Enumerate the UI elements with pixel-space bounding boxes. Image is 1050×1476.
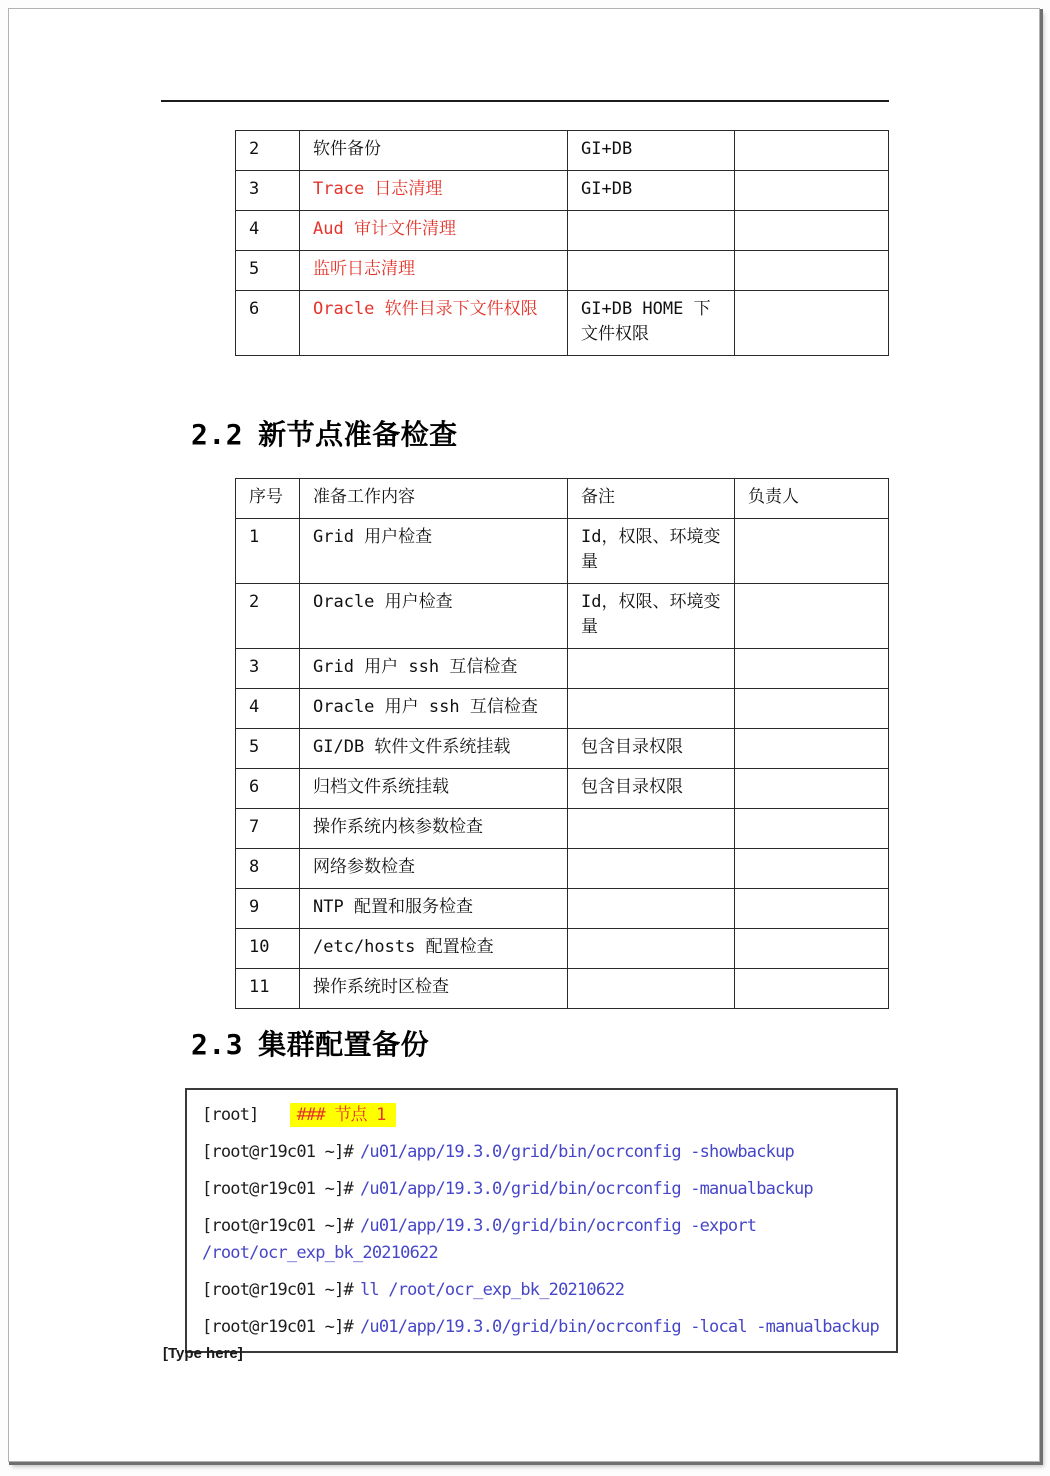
terminal-line — [202, 1277, 881, 1304]
table-row — [236, 649, 889, 689]
terminal-command: ll /root/ocr_exp_bk_20210622 — [359, 1280, 625, 1300]
terminal-line-header — [202, 1102, 881, 1129]
table-row — [236, 769, 889, 809]
terminal-line — [202, 1213, 881, 1267]
document-page — [8, 8, 1040, 1462]
terminal-prompt: [root@r19c01 ~]# — [202, 1216, 353, 1236]
owner-cell — [735, 929, 889, 969]
content-cell: 监听日志清理 — [300, 251, 568, 291]
terminal-command: /u01/app/19.3.0/grid/bin/ocrconfig -local -manualbackup — [359, 1317, 879, 1337]
terminal-line — [202, 1314, 881, 1341]
header-cell-index: 序号 — [236, 479, 300, 519]
content-cell: Trace 日志清理 — [300, 171, 568, 211]
row-number-cell: 3 — [236, 171, 300, 211]
terminal-line — [202, 1139, 881, 1166]
section-number: 2.2 — [191, 418, 244, 451]
table-row — [236, 211, 889, 251]
table-row — [236, 519, 889, 584]
section-heading-2-3 — [191, 1023, 429, 1063]
content-cell: Oracle 用户 ssh 互信检查 — [300, 689, 568, 729]
row-number-cell: 4 — [236, 689, 300, 729]
note-cell: Id，权限、环境变量 — [568, 519, 735, 584]
row-number-cell: 5 — [236, 729, 300, 769]
note-cell — [568, 251, 735, 291]
table-header-row — [236, 479, 889, 519]
section-title: 集群配置备份 — [258, 1028, 430, 1061]
terminal-command: /u01/app/19.3.0/grid/bin/ocrconfig -export — [359, 1216, 757, 1236]
terminal-block — [185, 1088, 898, 1353]
note-cell — [568, 649, 735, 689]
terminal-line — [202, 1176, 881, 1203]
terminal-prompt: [root@r19c01 ~]# — [202, 1280, 353, 1300]
terminal-prompt: [root@r19c01 ~]# — [202, 1179, 353, 1199]
content-cell: /etc/hosts 配置检查 — [300, 929, 568, 969]
row-number-cell: 4 — [236, 211, 300, 251]
header-cell-content: 准备工作内容 — [300, 479, 568, 519]
owner-cell — [735, 969, 889, 1009]
note-cell: GI+DB HOME 下文件权限 — [568, 291, 735, 356]
content-cell: 网络参数检查 — [300, 849, 568, 889]
note-cell — [568, 849, 735, 889]
content-cell: GI/DB 软件文件系统挂载 — [300, 729, 568, 769]
owner-cell — [735, 291, 889, 356]
note-cell: Id，权限、环境变量 — [568, 584, 735, 649]
row-number-cell: 1 — [236, 519, 300, 584]
table-row — [236, 929, 889, 969]
table-row — [236, 131, 889, 171]
table-row — [236, 729, 889, 769]
row-number-cell: 8 — [236, 849, 300, 889]
row-number-cell: 9 — [236, 889, 300, 929]
row-number-cell: 6 — [236, 769, 300, 809]
header-cell-note: 备注 — [568, 479, 735, 519]
table-row — [236, 291, 889, 356]
content-cell: Oracle 用户检查 — [300, 584, 568, 649]
owner-cell — [735, 649, 889, 689]
type-here-placeholder[interactable]: [Type here] — [163, 1345, 243, 1362]
content-cell: Grid 用户检查 — [300, 519, 568, 584]
table-row — [236, 584, 889, 649]
note-cell: GI+DB — [568, 131, 735, 171]
row-number-cell: 2 — [236, 584, 300, 649]
owner-cell — [735, 131, 889, 171]
note-cell — [568, 889, 735, 929]
table-row — [236, 809, 889, 849]
owner-cell — [735, 584, 889, 649]
owner-cell — [735, 889, 889, 929]
note-cell — [568, 211, 735, 251]
content-cell: Grid 用户 ssh 互信检查 — [300, 649, 568, 689]
note-cell — [568, 809, 735, 849]
owner-cell — [735, 849, 889, 889]
terminal-command: /u01/app/19.3.0/grid/bin/ocrconfig -showbackup — [359, 1142, 794, 1162]
table-row — [236, 689, 889, 729]
content-cell: 操作系统时区检查 — [300, 969, 568, 1009]
content-cell: 操作系统内核参数检查 — [300, 809, 568, 849]
content-cell: Aud 审计文件清理 — [300, 211, 568, 251]
note-cell — [568, 969, 735, 1009]
terminal-prompt: [root] — [202, 1105, 259, 1125]
section-number: 2.3 — [191, 1028, 244, 1061]
owner-cell — [735, 729, 889, 769]
row-number-cell: 7 — [236, 809, 300, 849]
row-number-cell: 11 — [236, 969, 300, 1009]
content-cell: Oracle 软件目录下文件权限 — [300, 291, 568, 356]
highlighted-node-label: ### 节点 1 — [290, 1103, 396, 1127]
table-row — [236, 171, 889, 211]
header-rule — [161, 100, 889, 102]
terminal-command-continuation: /root/ocr_exp_bk_20210622 — [202, 1243, 438, 1263]
note-cell — [568, 689, 735, 729]
owner-cell — [735, 519, 889, 584]
owner-cell — [735, 689, 889, 729]
note-cell: 包含目录权限 — [568, 729, 735, 769]
node-preparation-table — [235, 478, 889, 1009]
table-row — [236, 849, 889, 889]
table-row — [236, 969, 889, 1009]
section-title: 新节点准备检查 — [258, 418, 458, 451]
owner-cell — [735, 251, 889, 291]
owner-cell — [735, 171, 889, 211]
terminal-prompt: [root@r19c01 ~]# — [202, 1142, 353, 1162]
content-cell: 归档文件系统挂载 — [300, 769, 568, 809]
software-backup-table — [235, 130, 889, 356]
terminal-command: /u01/app/19.3.0/grid/bin/ocrconfig -manualbackup — [359, 1179, 813, 1199]
section-heading-2-2 — [191, 413, 458, 453]
owner-cell — [735, 809, 889, 849]
header-cell-owner: 负责人 — [735, 479, 889, 519]
note-cell — [568, 929, 735, 969]
note-cell: GI+DB — [568, 171, 735, 211]
row-number-cell: 3 — [236, 649, 300, 689]
terminal-prompt: [root@r19c01 ~]# — [202, 1317, 353, 1337]
table-row — [236, 889, 889, 929]
row-number-cell: 6 — [236, 291, 300, 356]
content-cell: 软件备份 — [300, 131, 568, 171]
owner-cell — [735, 769, 889, 809]
note-cell: 包含目录权限 — [568, 769, 735, 809]
owner-cell — [735, 211, 889, 251]
table-row — [236, 251, 889, 291]
row-number-cell: 5 — [236, 251, 300, 291]
row-number-cell: 10 — [236, 929, 300, 969]
row-number-cell: 2 — [236, 131, 300, 171]
content-cell: NTP 配置和服务检查 — [300, 889, 568, 929]
